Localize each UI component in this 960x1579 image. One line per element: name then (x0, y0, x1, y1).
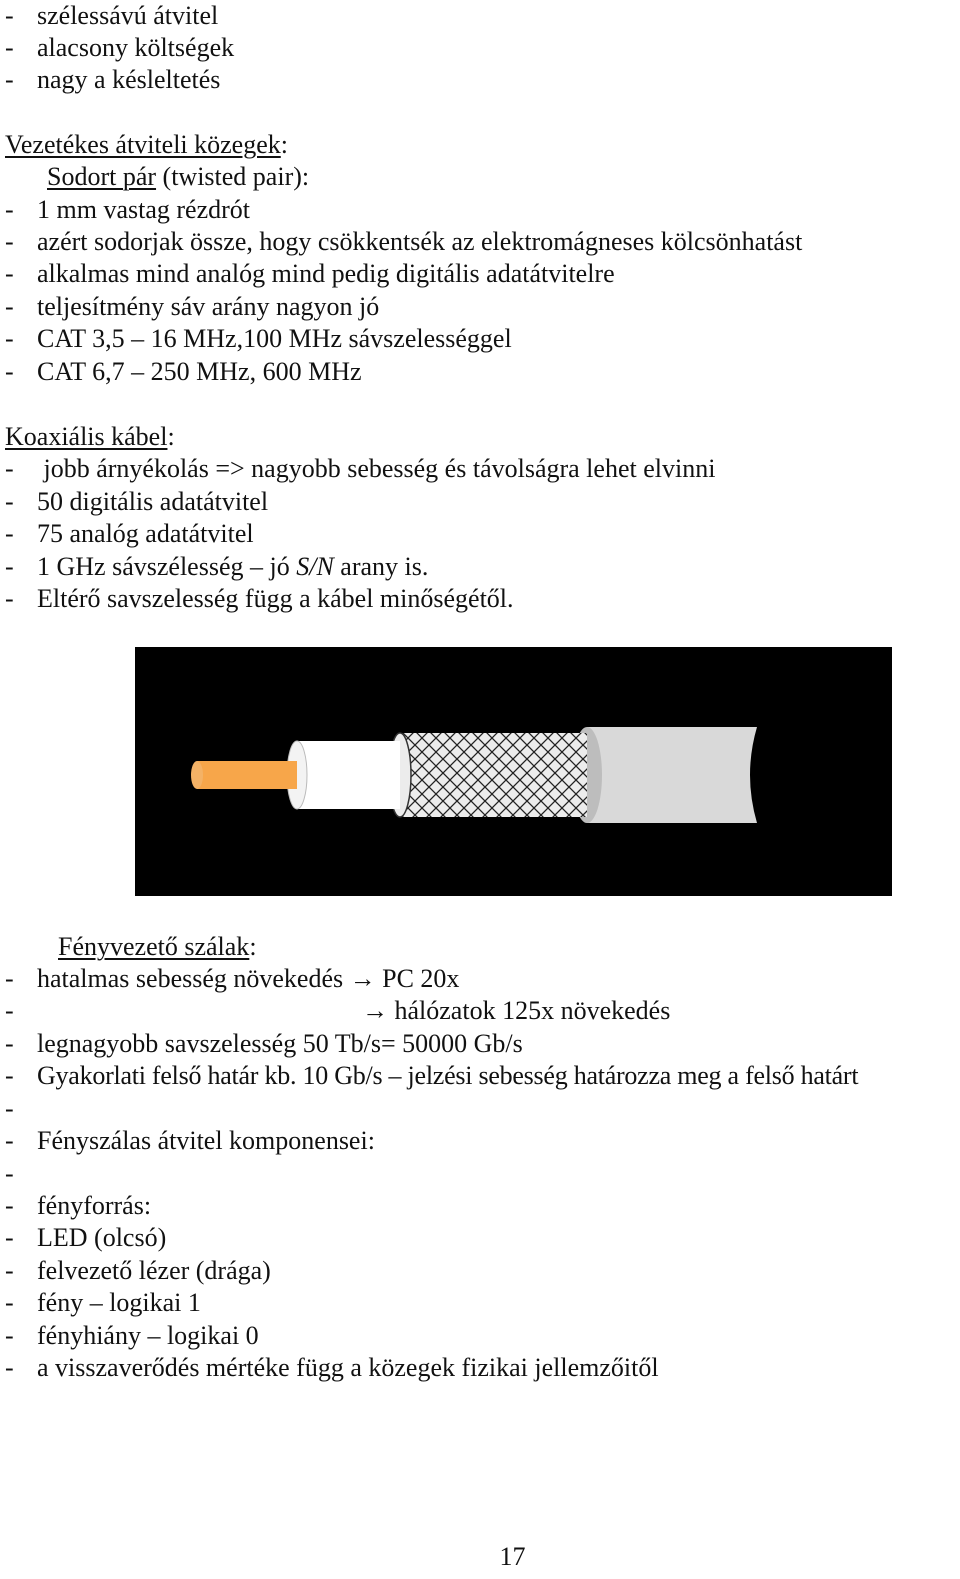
fiber-item: - LED (olcsó) (5, 1223, 167, 1252)
twisted-item: - azért sodorjak össze, hogy csökkentsék az elektromágneses kölcsönhatást (5, 227, 803, 256)
fiber-item: - fényhiány – logikai 0 (5, 1321, 259, 1350)
fiber-heading: Fényvezető szálak: (58, 932, 257, 961)
twisted-item: - alkalmas mind analóg mind pedig digitális adatátvitelre (5, 259, 615, 288)
fiber-item: - fényforrás: (5, 1191, 152, 1220)
fiber-item: - Gyakorlati felső határ kb. 10 Gb/s – jelzési sebesség határozza meg a felső határt (5, 1061, 859, 1090)
coax-item: - 1 GHz sávszélesség – jó S/N arany is. (5, 552, 429, 581)
intro-item: - szélessávú átvitel (5, 1, 219, 30)
fiber-item: - a visszaverődés mértéke függ a közegek fizikai jellemzőitől (5, 1353, 659, 1382)
coax-item: - Eltérő savszelesség függ a kábel minőségétől. (5, 584, 514, 613)
wired-heading: Vezetékes átviteli közegek: (5, 130, 288, 159)
insulator (297, 741, 400, 809)
twisted-pair-heading: Sodort pár (twisted pair): (47, 162, 310, 191)
fiber-item: - legnagyobb savszelesség 50 Tb/s= 50000 Gb/s (5, 1029, 523, 1058)
cable-jacket (587, 727, 757, 823)
fiber-item: - Fényszálas átvitel komponensei: (5, 1126, 375, 1155)
intro-item: - nagy a késleltetés (5, 65, 221, 94)
fiber-item: - fény – logikai 1 (5, 1288, 201, 1317)
coax-item: - jobb árnyékolás => nagyobb sebesség és távolságra lehet elvinni (5, 454, 716, 483)
conductor (197, 761, 297, 789)
coax-cable-figure (135, 647, 892, 896)
twisted-item: - CAT 3,5 – 16 MHz,100 MHz sávszelességgel (5, 324, 512, 353)
coax-item: - 75 analóg adatátvitel (5, 519, 254, 548)
twisted-item: - teljesítmény sáv arány nagyon jó (5, 292, 380, 321)
fiber-item: - hatalmas sebesség növekedés → PC 20x (5, 964, 460, 993)
intro-item: - alacsony költségek (5, 33, 235, 62)
coax-item: - 50 digitális adatátvitel (5, 487, 269, 516)
fiber-item: - → hálózatok 125x növekedés (5, 996, 671, 1025)
fiber-item: - (5, 1094, 14, 1123)
conductor-tip (191, 761, 203, 789)
fiber-item: - (5, 1159, 14, 1188)
sn-ratio: S/N (296, 552, 334, 581)
fiber-item: - felvezető lézer (drága) (5, 1256, 271, 1285)
page-number: 17 (499, 1542, 526, 1571)
coax-heading: Koaxiális kábel: (5, 422, 175, 451)
twisted-item: - 1 mm vastag rézdrót (5, 195, 250, 224)
twisted-item: - CAT 6,7 – 250 MHz, 600 MHz (5, 357, 362, 386)
